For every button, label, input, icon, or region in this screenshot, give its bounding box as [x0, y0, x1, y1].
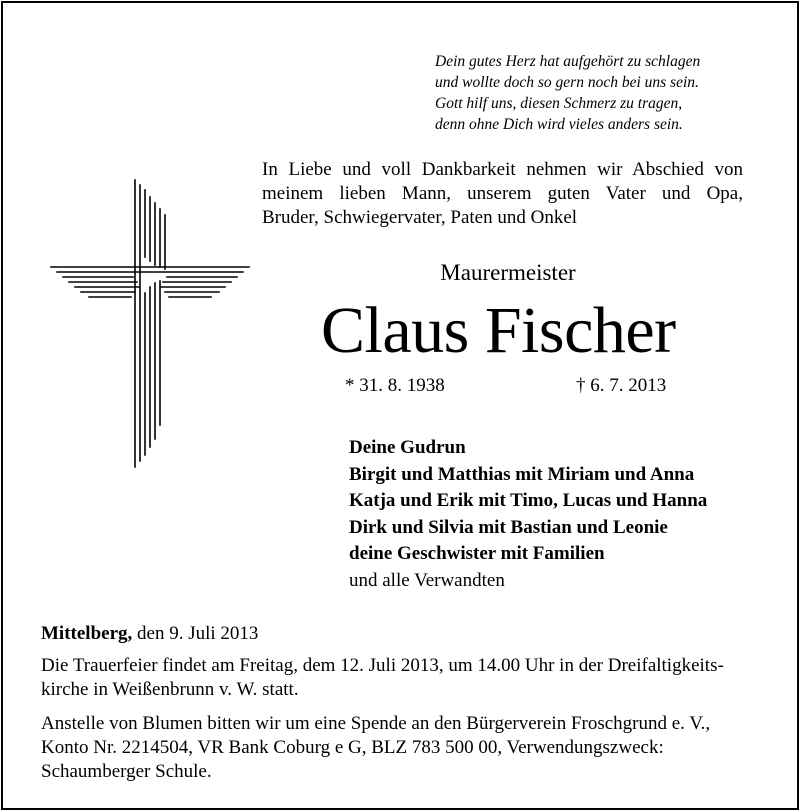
- donation-line: Konto Nr. 2214504, VR Bank Coburg e G, BLZ 783 500 00, Verwendungszweck:: [41, 737, 664, 758]
- mourner-entry: deine Geschwister mit Familien: [349, 543, 605, 564]
- poem-line: denn ohne Dich wird vieles anders sein.: [435, 116, 683, 133]
- mourners-list: [349, 435, 707, 594]
- intro-line: meinem lieben Mann, unserem guten Vater und Opa,: [262, 183, 743, 204]
- service-line: Die Trauerfeier findet am Freitag, dem 12. Juli 2013, um 14.00 Uhr in der Dreifaltigkeits-: [41, 655, 724, 676]
- deceased-title: Maurermeister: [440, 260, 576, 285]
- mourner-entry: Deine Gudrun: [349, 437, 466, 458]
- donation-line: Anstelle von Blumen bitten wir um eine Spende an den Bürgerverein Froschgrund e. V.,: [41, 713, 711, 734]
- cross-icon: [49, 175, 251, 475]
- donation-request: [41, 712, 766, 784]
- farewell-intro: [262, 158, 743, 230]
- mourner-entry-relatives: und alle Verwandten: [349, 569, 505, 591]
- place-date: [41, 623, 258, 645]
- birth-date: * 31. 8. 1938: [345, 375, 445, 396]
- deceased-name: Claus Fischer: [321, 294, 676, 367]
- poem-line: Gott hilf uns, diesen Schmerz zu tragen,: [435, 95, 683, 112]
- service-text-full: [3, 3, 4, 4]
- date: den 9. Juli 2013: [137, 623, 259, 644]
- mourner-entry: Dirk und Silvia mit Bastian und Leonie: [349, 516, 668, 538]
- mourner-entry: Birgit und Matthias mit Miriam und Anna: [349, 463, 695, 485]
- death-date: † 6. 7. 2013: [576, 375, 667, 396]
- intro-line: In Liebe und voll Dankbarkeit nehmen wir Abschied von: [262, 159, 743, 180]
- mourner-entry: Katja und Erik mit Timo, Lucas und Hanna: [349, 490, 708, 511]
- service-line: kirche in Weißenbrunn v. W. statt.: [41, 679, 299, 700]
- place: Mittelberg,: [41, 623, 133, 644]
- poem-line: und wollte doch so gern noch bei uns sein.: [435, 74, 699, 91]
- donation-line: Schaumberger Schule.: [41, 761, 212, 782]
- obituary-notice: [1, 1, 799, 810]
- memorial-poem: [435, 51, 700, 135]
- poem-line: Dein gutes Herz hat aufgehört zu schlagen: [435, 53, 701, 70]
- funeral-service-info: [41, 654, 766, 702]
- intro-line: Bruder, Schwiegervater, Paten und Onkel: [262, 207, 578, 228]
